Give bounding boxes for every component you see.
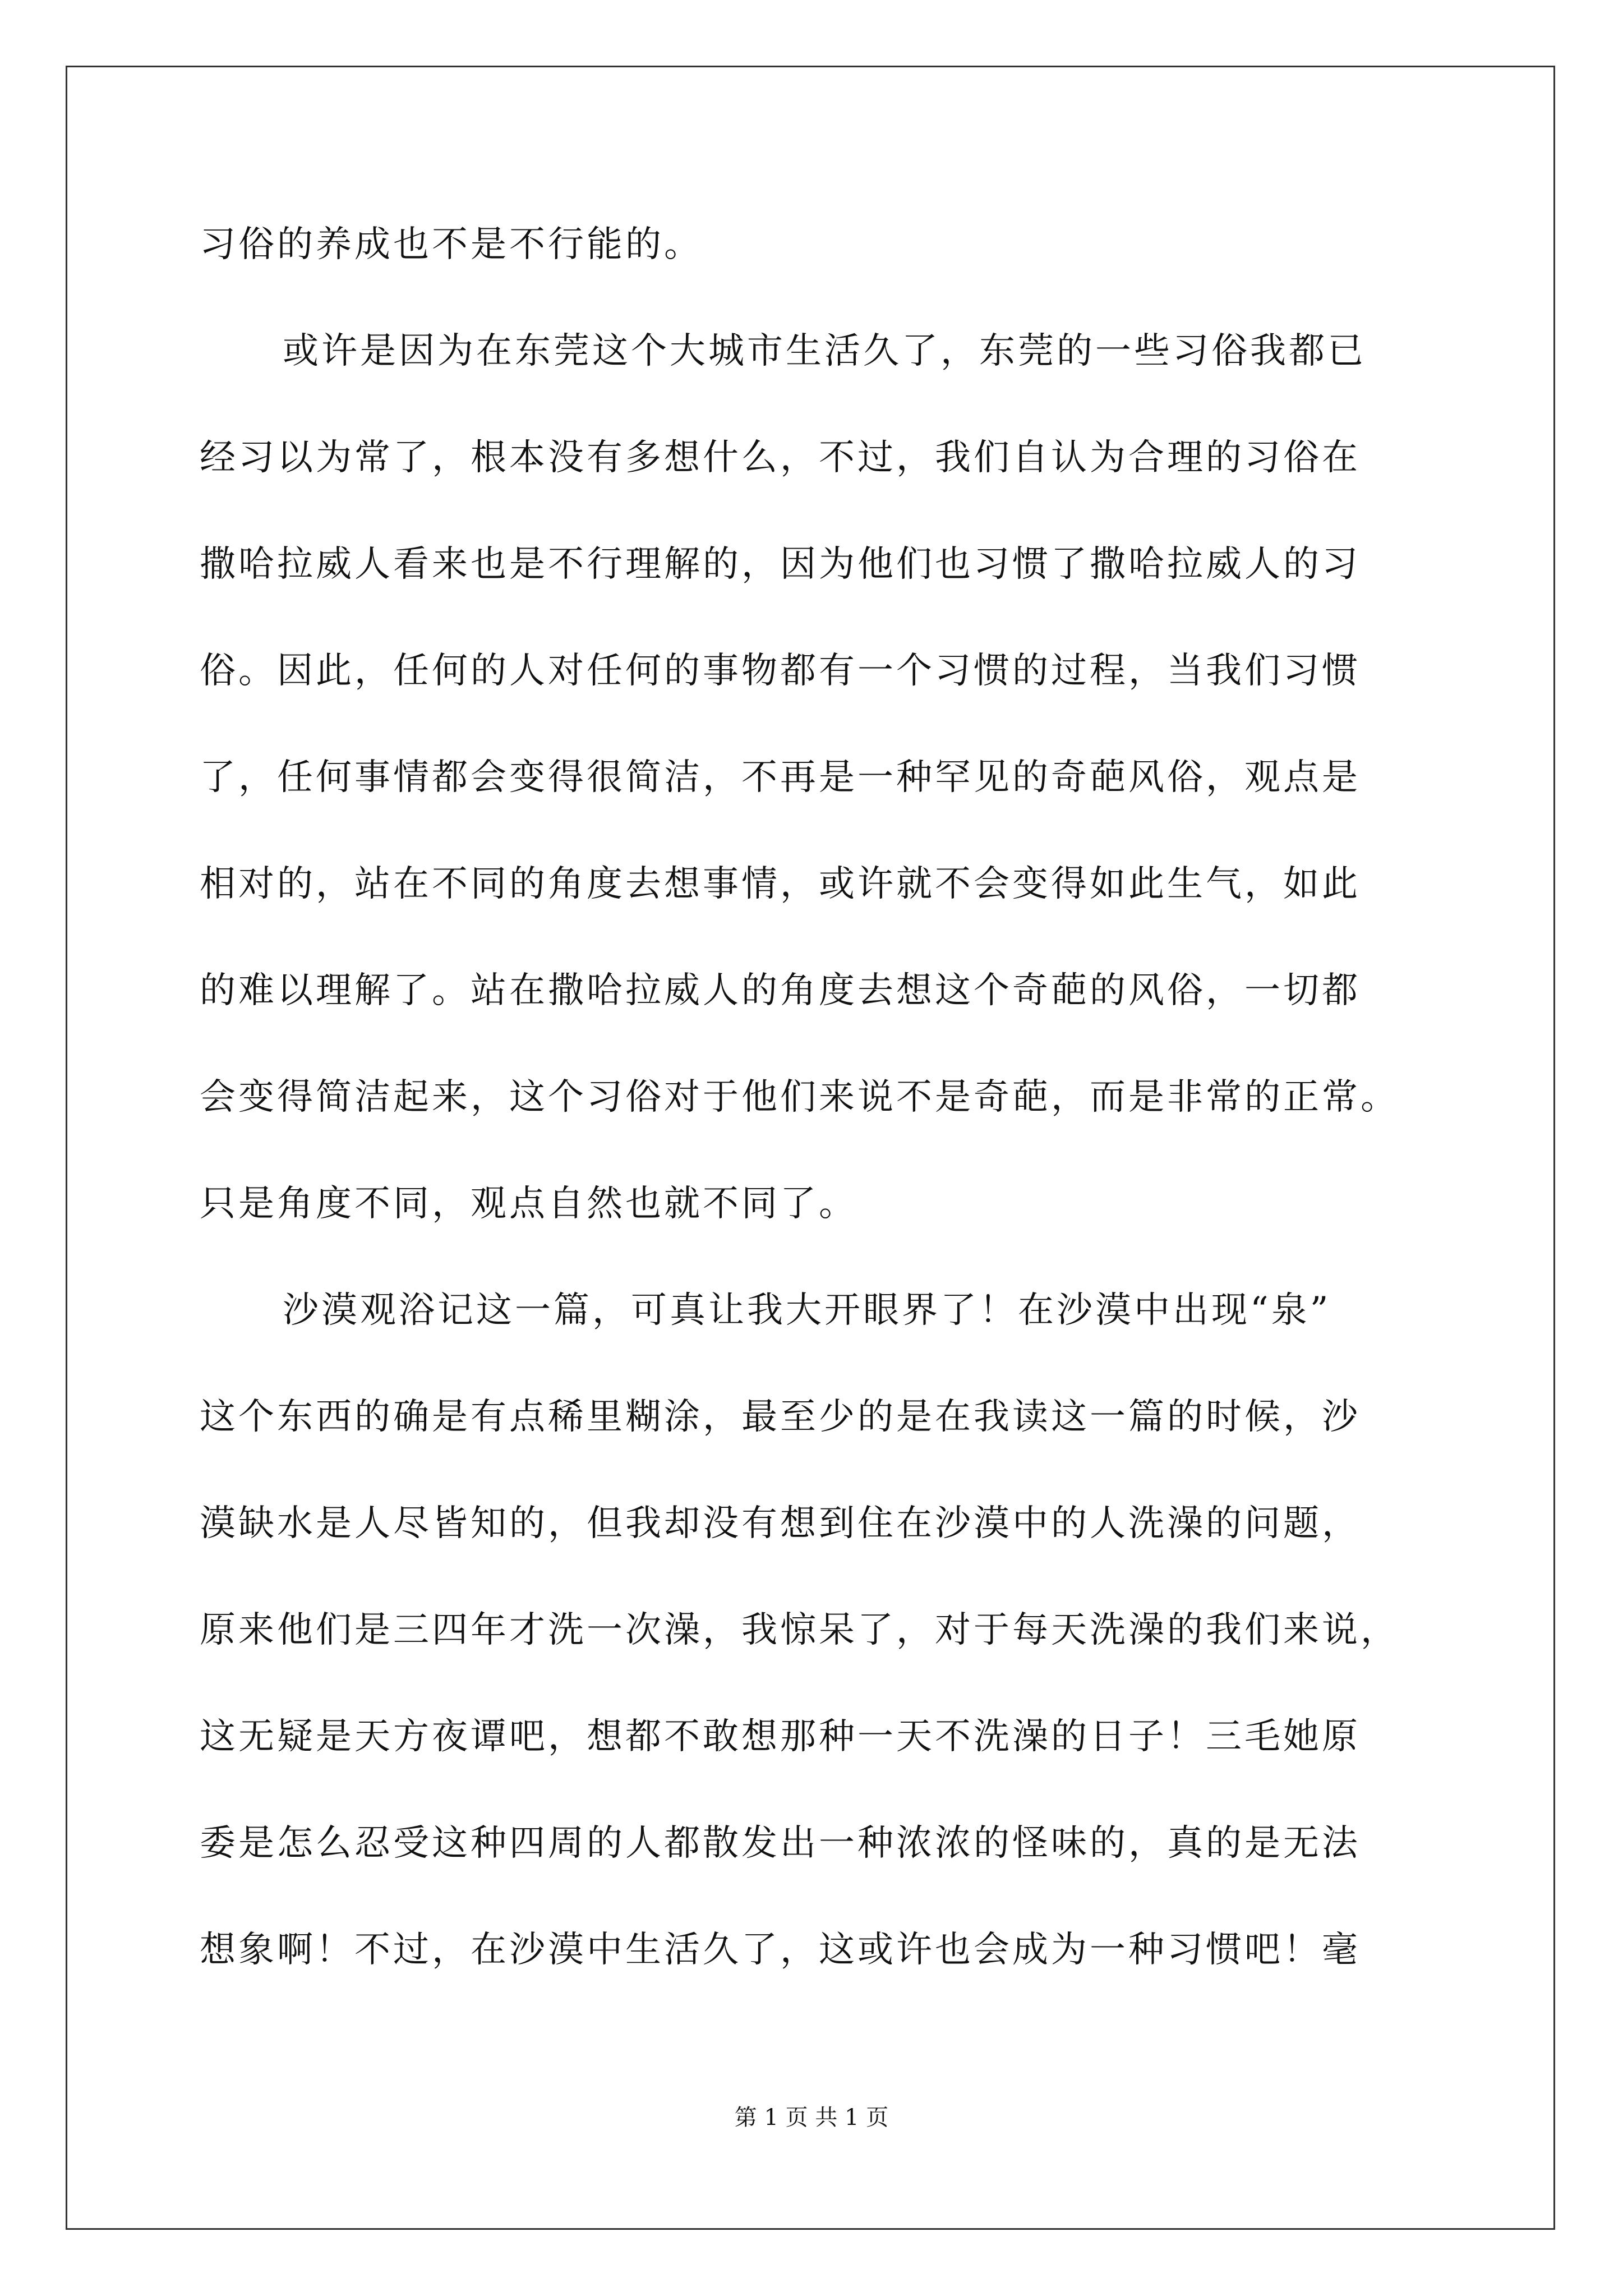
page-number-footer: 第 1 页 共 1 页: [734, 2105, 889, 2131]
text-line: 漠缺水是人尽皆知的，但我却没有想到住在沙漠中的人洗澡的问题，: [200, 1503, 1361, 1544]
text-line: 只是角度不同，观点自然也就不同了。: [200, 1183, 857, 1225]
text-line: 俗。因此，任何的人对任何的事物都有一个习惯的过程，当我们习惯: [200, 650, 1361, 692]
text-line: 委是怎么忍受这种四周的人都散发出一种浓浓的怪味的，真的是无法: [200, 1823, 1361, 1864]
text-line: 了，任何事情都会变得很简洁，不再是一种罕见的奇葩风俗，观点是: [200, 757, 1361, 798]
text-line: 这无疑是天方夜谭吧，想都不敢想那种一天不洗澡的日子！三毛她原: [200, 1716, 1361, 1757]
text-line: 相对的，站在不同的角度去想事情，或许就不会变得如此生气，如此: [200, 863, 1361, 905]
page-border: [66, 66, 1555, 2230]
text-line: 的难以理解了。站在撒哈拉威人的角度去想这个奇葩的风俗，一切都: [200, 970, 1361, 1011]
paragraph-first-line: 沙漠观浴记这一篇，可真让我大开眼界了！在沙漠中出现“泉”: [283, 1290, 1331, 1331]
text-line: 原来他们是三四年才洗一次澡，我惊呆了，对于每天洗澡的我们来说，: [200, 1609, 1399, 1651]
text-line: 这个东西的确是有点稀里糊涂，最至少的是在我读这一篇的时候，沙: [200, 1396, 1361, 1438]
text-line: 撒哈拉威人看来也是不行理解的，因为他们也习惯了撒哈拉威人的习: [200, 544, 1361, 585]
text-line: 习俗的养成也不是不行能的。: [200, 224, 703, 265]
text-line: 经习以为常了，根本没有多想什么，不过，我们自认为合理的习俗在: [200, 437, 1361, 478]
text-line: 会变得简洁起来，这个习俗对于他们来说不是奇葩，而是非常的正常。: [200, 1076, 1399, 1118]
text-line: 想象啊！不过，在沙漠中生活久了，这或许也会成为一种习惯吧！毫: [200, 1929, 1361, 1971]
paragraph-first-line: 或许是因为在东莞这个大城市生活久了，东莞的一些习俗我都已: [283, 330, 1366, 372]
